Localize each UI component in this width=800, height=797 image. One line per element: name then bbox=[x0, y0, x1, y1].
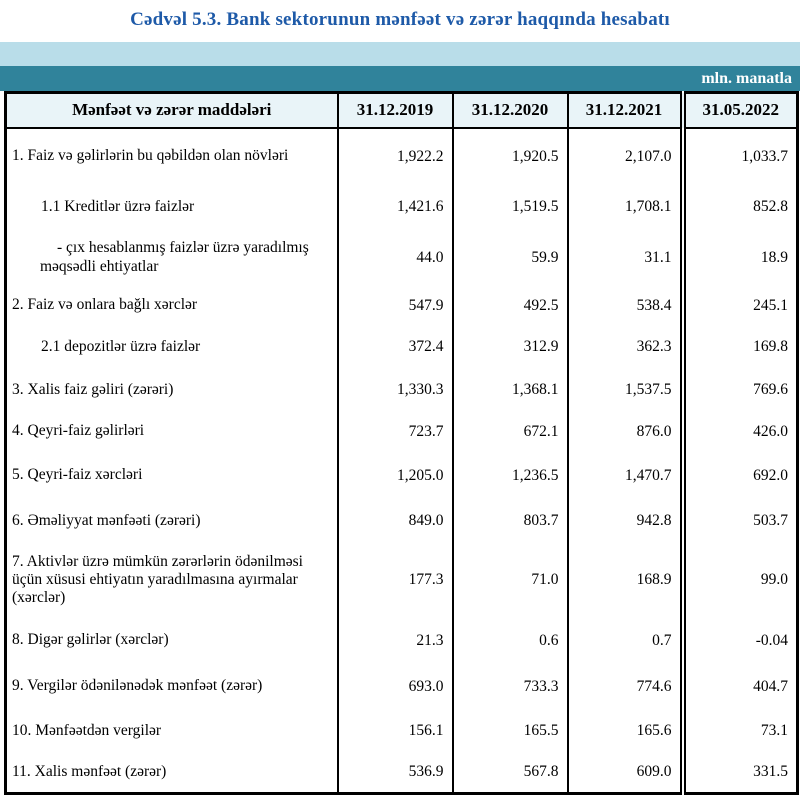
table-header bbox=[6, 93, 798, 128]
row-label: - çıx hesablanmış faizlər üzrə yaradılmış məqsədli ehtiyatlar bbox=[6, 230, 338, 286]
unit-band bbox=[0, 66, 800, 91]
cell-value: 331.5 bbox=[683, 753, 798, 794]
cell-value: 503.7 bbox=[683, 500, 798, 543]
cell-value: 1,033.7 bbox=[683, 128, 798, 185]
cell-value: 769.6 bbox=[683, 369, 798, 412]
cell-value: 44.0 bbox=[338, 230, 453, 286]
row-label: 6. Əməliyyat mənfəəti (zərəri) bbox=[6, 500, 338, 543]
cell-value: 1,537.5 bbox=[568, 369, 683, 412]
table-row bbox=[6, 452, 798, 500]
cell-value: 876.0 bbox=[568, 412, 683, 452]
row-label: 11. Xalis mənfəət (zərər) bbox=[6, 753, 338, 794]
column-header-date: 31.12.2020 bbox=[453, 93, 568, 128]
column-header-date: 31.05.2022 bbox=[683, 93, 798, 128]
cell-value: 0.6 bbox=[453, 618, 568, 664]
cell-value: 1,920.5 bbox=[453, 128, 568, 185]
cell-value: 733.3 bbox=[453, 664, 568, 710]
cell-value: 1,470.7 bbox=[568, 452, 683, 500]
cell-value: 1,922.2 bbox=[338, 128, 453, 185]
cell-value: 71.0 bbox=[453, 543, 568, 618]
decorative-band-light bbox=[0, 42, 800, 66]
row-label: 2.1 depozitlər üzrə faizlər bbox=[6, 326, 338, 369]
cell-value: 547.9 bbox=[338, 286, 453, 326]
cell-value: 59.9 bbox=[453, 230, 568, 286]
cell-value: 169.8 bbox=[683, 326, 798, 369]
cell-value: 168.9 bbox=[568, 543, 683, 618]
cell-value: 177.3 bbox=[338, 543, 453, 618]
cell-value: 1,519.5 bbox=[453, 185, 568, 230]
cell-value: 0.7 bbox=[568, 618, 683, 664]
cell-value: 18.9 bbox=[683, 230, 798, 286]
cell-value: 312.9 bbox=[453, 326, 568, 369]
cell-value: -0.04 bbox=[683, 618, 798, 664]
cell-value: 1,330.3 bbox=[338, 369, 453, 412]
table-row bbox=[6, 326, 798, 369]
row-label: 2. Faiz və onlara bağlı xərclər bbox=[6, 286, 338, 326]
cell-value: 1,421.6 bbox=[338, 185, 453, 230]
page-title: Cədvəl 5.3. Bank sektorunun mənfəət və zərər haqqında hesabatı bbox=[130, 9, 670, 30]
table-row bbox=[6, 412, 798, 452]
cell-value: 609.0 bbox=[568, 753, 683, 794]
row-label: 9. Vergilər ödənilənədək mənfəət (zərər) bbox=[6, 664, 338, 710]
cell-value: 692.0 bbox=[683, 452, 798, 500]
row-label: 4. Qeyri-faiz gəlirləri bbox=[6, 412, 338, 452]
row-label: 10. Mənfəətdən vergilər bbox=[6, 710, 338, 753]
cell-value: 672.1 bbox=[453, 412, 568, 452]
unit-label: mln. manatla bbox=[701, 70, 792, 87]
table-row bbox=[6, 369, 798, 412]
cell-value: 165.6 bbox=[568, 710, 683, 753]
cell-value: 1,708.1 bbox=[568, 185, 683, 230]
table-row bbox=[6, 753, 798, 794]
cell-value: 99.0 bbox=[683, 543, 798, 618]
table-row bbox=[6, 128, 798, 185]
cell-value: 156.1 bbox=[338, 710, 453, 753]
cell-value: 852.8 bbox=[683, 185, 798, 230]
cell-value: 1,368.1 bbox=[453, 369, 568, 412]
cell-value: 774.6 bbox=[568, 664, 683, 710]
cell-value: 723.7 bbox=[338, 412, 453, 452]
cell-value: 536.9 bbox=[338, 753, 453, 794]
table-row bbox=[6, 664, 798, 710]
cell-value: 2,107.0 bbox=[568, 128, 683, 185]
column-header-date: 31.12.2021 bbox=[568, 93, 683, 128]
column-header-date: 31.12.2019 bbox=[338, 93, 453, 128]
row-label: 8. Digər gəlirlər (xərclər) bbox=[6, 618, 338, 664]
profit-loss-table bbox=[4, 91, 799, 795]
cell-value: 492.5 bbox=[453, 286, 568, 326]
cell-value: 31.1 bbox=[568, 230, 683, 286]
cell-value: 426.0 bbox=[683, 412, 798, 452]
cell-value: 362.3 bbox=[568, 326, 683, 369]
table-body bbox=[6, 128, 798, 794]
cell-value: 849.0 bbox=[338, 500, 453, 543]
row-label: 1.1 Kreditlər üzrə faizlər bbox=[6, 185, 338, 230]
cell-value: 165.5 bbox=[453, 710, 568, 753]
cell-value: 1,236.5 bbox=[453, 452, 568, 500]
cell-value: 372.4 bbox=[338, 326, 453, 369]
cell-value: 567.8 bbox=[453, 753, 568, 794]
cell-value: 693.0 bbox=[338, 664, 453, 710]
cell-value: 404.7 bbox=[683, 664, 798, 710]
cell-value: 538.4 bbox=[568, 286, 683, 326]
table-row bbox=[6, 710, 798, 753]
cell-value: 245.1 bbox=[683, 286, 798, 326]
header-row bbox=[6, 93, 798, 128]
table-row bbox=[6, 618, 798, 664]
cell-value: 803.7 bbox=[453, 500, 568, 543]
table-row bbox=[6, 543, 798, 618]
table-row bbox=[6, 185, 798, 230]
cell-value: 21.3 bbox=[338, 618, 453, 664]
table-row bbox=[6, 500, 798, 543]
column-header-items: Mənfəət və zərər maddələri bbox=[6, 93, 338, 128]
row-label: 7. Aktivlər üzrə mümkün zərərlərin ödənilməsi üçün xüsusi ehtiyatın yaradılmasına ayırmalar (xərclər) bbox=[6, 543, 338, 618]
cell-value: 942.8 bbox=[568, 500, 683, 543]
row-label: 3. Xalis faiz gəliri (zərəri) bbox=[6, 369, 338, 412]
row-label: 1. Faiz və gəlirlərin bu qəbildən olan növləri bbox=[6, 128, 338, 185]
row-label: 5. Qeyri-faiz xərcləri bbox=[6, 452, 338, 500]
table-row bbox=[6, 286, 798, 326]
cell-value: 1,205.0 bbox=[338, 452, 453, 500]
cell-value: 73.1 bbox=[683, 710, 798, 753]
table-row bbox=[6, 230, 798, 286]
